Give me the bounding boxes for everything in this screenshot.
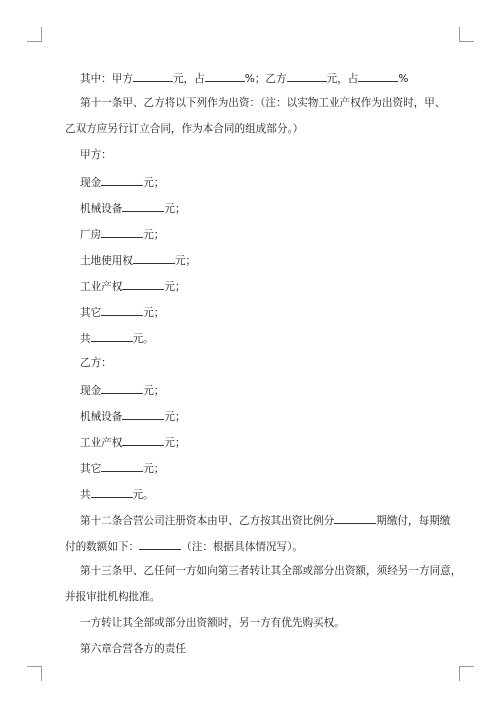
crop-mark-bottom-left [27,666,42,681]
item-label: 工业产权 [80,437,123,449]
item-label: 机械设备 [80,411,123,423]
party-a-item [80,226,164,242]
text: 其中：甲方 [80,73,133,85]
blank-field [101,460,143,472]
text: 元，占 [172,73,205,85]
item-unit: 元； [164,437,186,449]
item-unit: 元； [164,203,186,215]
share-ratio-line [80,70,408,86]
party-b-item [80,408,186,424]
blank-field [122,408,164,420]
text: 元，占 [326,73,359,85]
item-unit: 元； [143,229,165,241]
item-unit: 元； [143,177,165,189]
text: 期缴付，每期缴 [376,515,451,527]
blank-field [122,434,164,446]
blank-field [101,382,143,394]
item-label: 机械设备 [80,203,123,215]
blank-field [334,512,376,524]
blank-field [139,538,181,550]
blank-field [91,486,133,498]
article-11-line-2: 乙双方应另行订立合同，作为本合同的组成部分。） [65,123,304,135]
crop-mark-top-right [459,27,474,42]
item-unit: 元； [164,411,186,423]
blank-field [133,252,175,264]
blank-field [91,330,133,342]
article-12-line-1 [80,512,450,528]
item-label: 土地使用权 [80,255,133,267]
chapter-heading: 第六章合营各方的责任 [80,643,186,655]
party-a-item [80,252,196,268]
item-label: 其它 [80,307,102,319]
text: 付的数额如下： [65,541,140,553]
blank-field [122,278,164,290]
party-b-total [80,486,154,502]
text: （注：根据具体情况写）。 [181,541,303,553]
article-13-line-2: 并报审批机构批准。 [65,591,161,603]
party-a-item [80,304,164,320]
blank-field [358,70,398,82]
blank-field [101,226,143,238]
item-label: 共 [80,333,91,345]
party-a-item [80,278,186,294]
item-label: 现金 [80,385,102,397]
item-unit: 元； [164,281,186,293]
item-label: 其它 [80,463,102,475]
item-label: 厂房 [80,229,102,241]
item-unit: 元； [174,255,197,267]
item-unit: 元； [143,307,165,319]
text: % [398,73,409,85]
text: %；乙方 [244,73,287,85]
item-label: 现金 [80,177,102,189]
item-unit: 元。 [132,333,154,345]
item-unit: 元； [143,385,165,397]
blank-field [133,70,173,82]
text: 第十二条合营公司注册资本由甲、乙方按其出资比例分 [80,515,335,527]
party-a-item [80,174,164,190]
item-label: 共 [80,489,91,501]
item-unit: 元。 [132,489,154,501]
article-11-line-1: 第十一条甲、乙方将以下列作为出资：（注：以实物工业产权作为出资时，甲、 [80,97,446,109]
party-a-total [80,330,154,346]
party-b-heading: 乙方： [80,357,112,369]
article-13-line-1: 第十三条甲、乙任何一方如向第三者转让其全部或部分出资额，须经另一方同意， [80,565,462,577]
blank-field [287,70,327,82]
party-b-item [80,460,164,476]
blank-field [205,70,245,82]
item-unit: 元； [143,463,165,475]
blank-field [101,304,143,316]
blank-field [122,200,164,212]
crop-mark-top-left [27,27,42,42]
crop-mark-bottom-right [459,666,474,681]
item-label: 工业产权 [80,281,123,293]
blank-field [101,174,143,186]
party-a-heading: 甲方： [80,149,112,161]
party-b-item [80,382,164,398]
preemptive-right-paragraph: 一方转让其全部或部分出资额时，另一方有优先购买权。 [80,617,345,629]
party-b-item [80,434,186,450]
party-a-item [80,200,186,216]
article-12-line-2 [65,538,303,554]
